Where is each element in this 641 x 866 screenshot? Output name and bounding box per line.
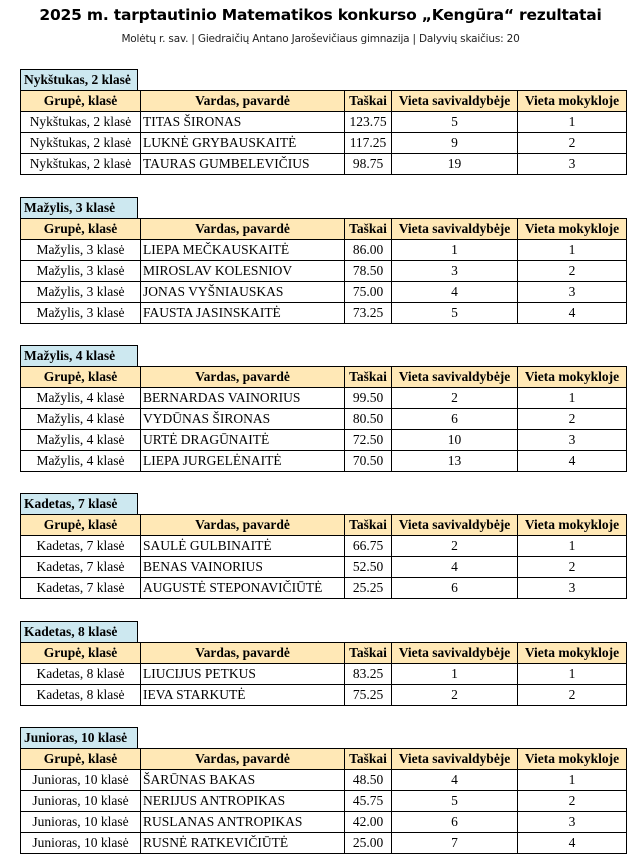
cell-name: VYDŪNAS ŠIRONAS	[141, 409, 345, 430]
group-label: Mažylis, 4 klasė	[20, 345, 138, 366]
results-section	[20, 493, 626, 599]
cell-points: 80.50	[345, 409, 392, 430]
cell-points: 45.75	[345, 791, 392, 812]
cell-group: Kadetas, 7 klasė	[21, 557, 141, 578]
cell-municipality-place: 4	[392, 557, 518, 578]
column-header-group: Grupė, klasė	[21, 219, 141, 240]
column-header-points: Taškai	[345, 91, 392, 112]
cell-group: Mažylis, 3 klasė	[21, 261, 141, 282]
cell-school-place: 2	[518, 791, 627, 812]
cell-name: LIUCIJUS PETKUS	[141, 664, 345, 685]
column-header-school-place: Vieta mokykloje	[518, 91, 627, 112]
cell-name: URTĖ DRAGŪNAITĖ	[141, 430, 345, 451]
table-row	[21, 430, 627, 451]
cell-school-place: 2	[518, 409, 627, 430]
group-label: Kadetas, 7 klasė	[20, 493, 138, 514]
cell-group: Kadetas, 8 klasė	[21, 664, 141, 685]
column-header-school-place: Vieta mokykloje	[518, 749, 627, 770]
cell-municipality-place: 6	[392, 578, 518, 599]
cell-points: 123.75	[345, 112, 392, 133]
table-row	[21, 133, 627, 154]
cell-name: AUGUSTĖ STEPONAVIČIŪTĖ	[141, 578, 345, 599]
table-row	[21, 282, 627, 303]
cell-municipality-place: 3	[392, 261, 518, 282]
column-header-municipality-place: Vieta savivaldybėje	[392, 749, 518, 770]
results-table	[20, 366, 627, 472]
column-header-municipality-place: Vieta savivaldybėje	[392, 91, 518, 112]
cell-points: 75.00	[345, 282, 392, 303]
table-row	[21, 812, 627, 833]
column-header-group: Grupė, klasė	[21, 91, 141, 112]
cell-name: LIEPA JURGELĖNAITĖ	[141, 451, 345, 472]
column-header-school-place: Vieta mokykloje	[518, 643, 627, 664]
column-header-group: Grupė, klasė	[21, 749, 141, 770]
results-table	[20, 90, 627, 175]
column-header-name: Vardas, pavardė	[141, 515, 345, 536]
cell-points: 72.50	[345, 430, 392, 451]
cell-municipality-place: 9	[392, 133, 518, 154]
cell-points: 25.00	[345, 833, 392, 854]
column-header-group: Grupė, klasė	[21, 367, 141, 388]
cell-municipality-place: 1	[392, 240, 518, 261]
table-row	[21, 154, 627, 175]
column-header-municipality-place: Vieta savivaldybėje	[392, 367, 518, 388]
table-header-row	[21, 515, 627, 536]
cell-name: NERIJUS ANTROPIKAS	[141, 791, 345, 812]
column-header-name: Vardas, pavardė	[141, 749, 345, 770]
cell-municipality-place: 6	[392, 812, 518, 833]
cell-municipality-place: 13	[392, 451, 518, 472]
page-title: 2025 m. tarptautinio Matematikos konkurso „Kengūra“ rezultatai	[39, 6, 602, 24]
results-section	[20, 345, 626, 472]
cell-points: 70.50	[345, 451, 392, 472]
cell-name: ŠARŪNAS BAKAS	[141, 770, 345, 791]
column-header-points: Taškai	[345, 643, 392, 664]
cell-points: 78.50	[345, 261, 392, 282]
cell-group: Kadetas, 7 klasė	[21, 536, 141, 557]
column-header-name: Vardas, pavardė	[141, 91, 345, 112]
cell-school-place: 3	[518, 154, 627, 175]
table-row	[21, 578, 627, 599]
table-header-row	[21, 91, 627, 112]
table-header-row	[21, 219, 627, 240]
cell-school-place: 2	[518, 557, 627, 578]
cell-group: Junioras, 10 klasė	[21, 812, 141, 833]
cell-municipality-place: 2	[392, 388, 518, 409]
cell-group: Mažylis, 3 klasė	[21, 303, 141, 324]
cell-name: RUSLANAS ANTROPIKAS	[141, 812, 345, 833]
cell-municipality-place: 1	[392, 664, 518, 685]
cell-name: TAURAS GUMBELEVIČIUS	[141, 154, 345, 175]
column-header-points: Taškai	[345, 219, 392, 240]
cell-school-place: 3	[518, 282, 627, 303]
cell-name: LIEPA MEČKAUSKAITĖ	[141, 240, 345, 261]
cell-municipality-place: 10	[392, 430, 518, 451]
cell-group: Junioras, 10 klasė	[21, 833, 141, 854]
cell-points: 25.25	[345, 578, 392, 599]
cell-group: Mažylis, 3 klasė	[21, 282, 141, 303]
column-header-municipality-place: Vieta savivaldybėje	[392, 515, 518, 536]
cell-name: LUKNĖ GRYBAUSKAITĖ	[141, 133, 345, 154]
table-row	[21, 388, 627, 409]
cell-points: 52.50	[345, 557, 392, 578]
results-section	[20, 197, 626, 324]
results-section	[20, 727, 626, 854]
cell-school-place: 2	[518, 133, 627, 154]
cell-points: 83.25	[345, 664, 392, 685]
column-header-name: Vardas, pavardė	[141, 643, 345, 664]
cell-municipality-place: 6	[392, 409, 518, 430]
cell-group: Junioras, 10 klasė	[21, 770, 141, 791]
cell-municipality-place: 5	[392, 791, 518, 812]
cell-group: Nykštukas, 2 klasė	[21, 154, 141, 175]
table-row	[21, 261, 627, 282]
cell-name: MIROSLAV KOLESNIOV	[141, 261, 345, 282]
cell-school-place: 3	[518, 578, 627, 599]
column-header-school-place: Vieta mokykloje	[518, 515, 627, 536]
cell-points: 73.25	[345, 303, 392, 324]
cell-municipality-place: 7	[392, 833, 518, 854]
cell-school-place: 1	[518, 112, 627, 133]
cell-group: Kadetas, 7 klasė	[21, 578, 141, 599]
table-header-row	[21, 643, 627, 664]
cell-school-place: 1	[518, 770, 627, 791]
group-label: Junioras, 10 klasė	[20, 727, 138, 748]
cell-points: 98.75	[345, 154, 392, 175]
table-row	[21, 791, 627, 812]
cell-school-place: 2	[518, 261, 627, 282]
table-row	[21, 685, 627, 706]
cell-group: Junioras, 10 klasė	[21, 791, 141, 812]
group-label: Kadetas, 8 klasė	[20, 621, 138, 642]
cell-school-place: 4	[518, 303, 627, 324]
cell-municipality-place: 2	[392, 685, 518, 706]
results-section	[20, 621, 626, 706]
cell-school-place: 3	[518, 430, 627, 451]
table-row	[21, 451, 627, 472]
cell-group: Mažylis, 3 klasė	[21, 240, 141, 261]
cell-name: IEVA STARKUTĖ	[141, 685, 345, 706]
results-table	[20, 748, 627, 854]
cell-group: Mažylis, 4 klasė	[21, 388, 141, 409]
cell-municipality-place: 2	[392, 536, 518, 557]
table-row	[21, 240, 627, 261]
cell-name: JONAS VYŠNIAUSKAS	[141, 282, 345, 303]
cell-points: 75.25	[345, 685, 392, 706]
group-label: Nykštukas, 2 klasė	[20, 69, 138, 90]
table-header-row	[21, 749, 627, 770]
table-row	[21, 303, 627, 324]
cell-municipality-place: 4	[392, 282, 518, 303]
table-header-row	[21, 367, 627, 388]
cell-group: Mažylis, 4 klasė	[21, 409, 141, 430]
table-row	[21, 770, 627, 791]
table-row	[21, 833, 627, 854]
cell-school-place: 4	[518, 833, 627, 854]
cell-municipality-place: 5	[392, 112, 518, 133]
cell-school-place: 1	[518, 240, 627, 261]
table-row	[21, 664, 627, 685]
results-table	[20, 514, 627, 599]
group-label: Mažylis, 3 klasė	[20, 197, 138, 218]
column-header-school-place: Vieta mokykloje	[518, 219, 627, 240]
cell-municipality-place: 19	[392, 154, 518, 175]
cell-points: 48.50	[345, 770, 392, 791]
table-row	[21, 112, 627, 133]
cell-name: TITAS ŠIRONAS	[141, 112, 345, 133]
cell-school-place: 4	[518, 451, 627, 472]
cell-points: 86.00	[345, 240, 392, 261]
table-row	[21, 409, 627, 430]
cell-school-place: 2	[518, 685, 627, 706]
cell-school-place: 3	[518, 812, 627, 833]
cell-name: BENAS VAINORIUS	[141, 557, 345, 578]
column-header-municipality-place: Vieta savivaldybėje	[392, 643, 518, 664]
page-subtitle: Molėtų r. sav. | Giedraičių Antano Jaroševičiaus gimnazija | Dalyvių skaičius: 20	[121, 33, 520, 45]
results-table	[20, 218, 627, 324]
cell-name: SAULĖ GULBINAITĖ	[141, 536, 345, 557]
cell-group: Mažylis, 4 klasė	[21, 451, 141, 472]
column-header-name: Vardas, pavardė	[141, 219, 345, 240]
cell-name: FAUSTA JASINSKAITĖ	[141, 303, 345, 324]
cell-municipality-place: 4	[392, 770, 518, 791]
column-header-group: Grupė, klasė	[21, 643, 141, 664]
results-table	[20, 642, 627, 706]
cell-municipality-place: 5	[392, 303, 518, 324]
table-row	[21, 536, 627, 557]
cell-name: RUSNĖ RATKEVIČIŪTĖ	[141, 833, 345, 854]
column-header-points: Taškai	[345, 515, 392, 536]
cell-name: BERNARDAS VAINORIUS	[141, 388, 345, 409]
cell-group: Nykštukas, 2 klasė	[21, 133, 141, 154]
cell-school-place: 1	[518, 664, 627, 685]
column-header-group: Grupė, klasė	[21, 515, 141, 536]
cell-group: Nykštukas, 2 klasė	[21, 112, 141, 133]
column-header-name: Vardas, pavardė	[141, 367, 345, 388]
column-header-points: Taškai	[345, 749, 392, 770]
cell-points: 99.50	[345, 388, 392, 409]
results-section	[20, 69, 626, 175]
column-header-school-place: Vieta mokykloje	[518, 367, 627, 388]
table-row	[21, 557, 627, 578]
cell-points: 42.00	[345, 812, 392, 833]
column-header-points: Taškai	[345, 367, 392, 388]
column-header-municipality-place: Vieta savivaldybėje	[392, 219, 518, 240]
cell-points: 117.25	[345, 133, 392, 154]
cell-school-place: 1	[518, 388, 627, 409]
cell-school-place: 1	[518, 536, 627, 557]
cell-points: 66.75	[345, 536, 392, 557]
cell-group: Mažylis, 4 klasė	[21, 430, 141, 451]
cell-group: Kadetas, 8 klasė	[21, 685, 141, 706]
